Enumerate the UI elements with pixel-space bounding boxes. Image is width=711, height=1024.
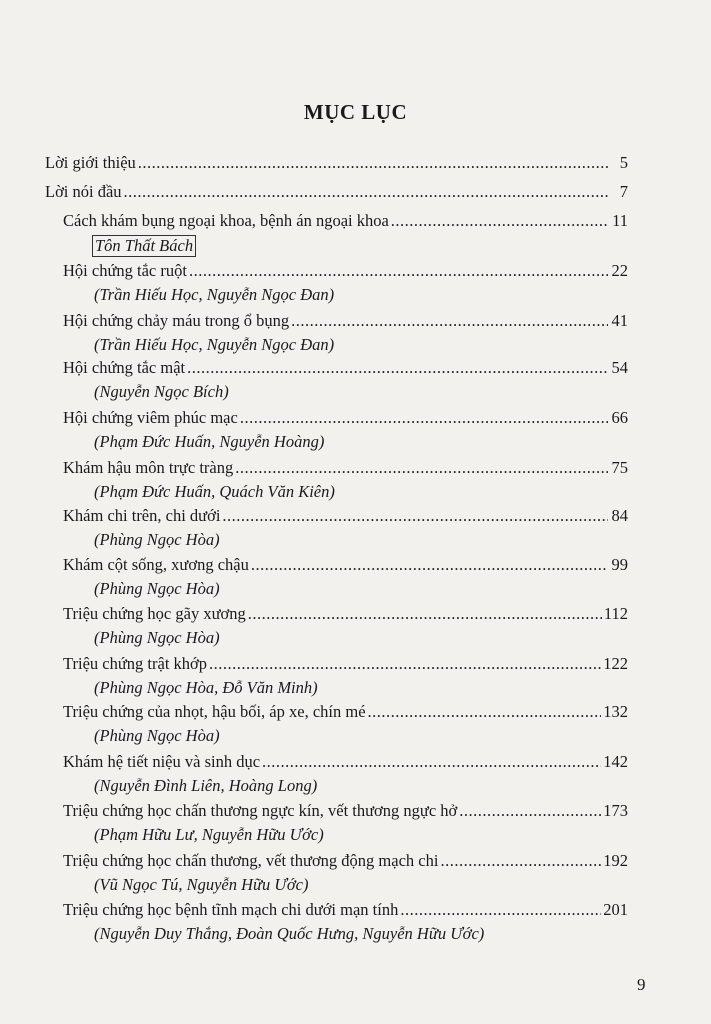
toc-entry-author: (Nguyễn Duy Thắng, Đoàn Quốc Hưng, Nguyễn Hữu Ước)	[94, 924, 485, 943]
toc-entry[interactable]	[63, 801, 628, 845]
dot-leader	[124, 182, 608, 202]
dot-leader	[240, 408, 608, 428]
page-number: 9	[637, 975, 646, 994]
toc-entry-page: 54	[611, 358, 628, 377]
toc-entry-author: (Trần Hiếu Học, Nguyễn Ngọc Đan)	[94, 335, 335, 354]
toc-entry-page: 201	[603, 900, 628, 919]
toc-entry-title: Khám chi trên, chi dưới	[63, 506, 221, 525]
dot-leader	[222, 506, 608, 526]
toc-entry-row	[63, 702, 628, 722]
toc-entry-title: Triệu chứng học chấn thương ngực kín, vết thương ngực hở	[63, 801, 458, 820]
toc-entry-title: Hội chứng tắc mật	[63, 358, 186, 377]
toc-entry[interactable]	[63, 358, 628, 402]
dot-leader	[235, 458, 608, 478]
dot-leader	[187, 358, 608, 378]
dot-leader	[262, 752, 601, 772]
toc-entry-author: (Phạm Đức Huấn, Nguyễn Hoàng)	[94, 432, 325, 451]
toc-entry-row	[63, 506, 628, 526]
toc-entry-row	[63, 211, 628, 231]
dot-leader	[400, 900, 601, 920]
toc-entry[interactable]	[63, 900, 628, 944]
toc-entry-title: Cách khám bụng ngoại khoa, bệnh án ngoại khoa	[63, 211, 389, 230]
dot-leader	[248, 604, 602, 624]
toc-entry-title: Triệu chứng học chấn thương, vết thương động mạch chi	[63, 851, 439, 870]
toc-entry[interactable]	[45, 182, 628, 202]
toc-entry-title: Lời nói đầu	[45, 182, 122, 201]
toc-entry-title: Khám hệ tiết niệu và sinh dục	[63, 752, 261, 771]
toc-entry-title: Hội chứng tắc ruột	[63, 261, 187, 280]
toc-entry-author: (Nguyễn Ngọc Bích)	[94, 382, 229, 401]
toc-entry-page: 142	[603, 752, 628, 771]
toc-entry-row	[45, 153, 628, 173]
dot-leader	[368, 702, 602, 722]
toc-entry-row	[63, 752, 628, 772]
toc-entry[interactable]	[63, 311, 628, 355]
toc-entry-page: 112	[603, 604, 628, 623]
dot-leader	[209, 654, 601, 674]
page-title: MỤC LỤC	[303, 100, 408, 124]
toc-entry-author: (Vũ Ngọc Tú, Nguyễn Hữu Ước)	[94, 875, 309, 894]
toc-entry-author: (Phùng Ngọc Hòa)	[94, 530, 220, 549]
toc-entry-row	[45, 182, 628, 202]
dot-leader	[291, 311, 608, 331]
toc-entry-title: Lời giới thiệu	[45, 153, 136, 172]
dot-leader	[251, 555, 608, 575]
toc-entry-page: 7	[619, 182, 628, 201]
toc-entry-author: (Trần Hiếu Học, Nguyễn Ngọc Đan)	[94, 285, 335, 304]
toc-entry[interactable]	[63, 555, 628, 599]
toc-entry[interactable]	[45, 153, 628, 173]
toc-entry-page: 122	[603, 654, 628, 673]
toc-entry[interactable]	[63, 702, 628, 746]
toc-entry-row	[63, 261, 628, 281]
toc-entry-author: (Phùng Ngọc Hòa, Đỗ Văn Minh)	[94, 678, 318, 697]
toc-entry-author: (Phùng Ngọc Hòa)	[94, 579, 220, 598]
toc-entry-page: 99	[611, 555, 628, 574]
toc-entry[interactable]	[63, 506, 628, 550]
toc-entry-page: 84	[611, 506, 628, 525]
toc-entry-title: Triệu chứng của nhọt, hậu bối, áp xe, chín mé	[63, 702, 366, 721]
toc-entry-author: (Phùng Ngọc Hòa)	[94, 726, 220, 745]
toc-entry-author: (Phạm Đức Huấn, Quách Văn Kiên)	[94, 482, 335, 501]
toc-entry-page: 75	[611, 458, 628, 477]
toc-entry-row	[63, 900, 628, 920]
toc-entry-row	[63, 358, 628, 378]
toc-entry-page: 132	[603, 702, 628, 721]
toc-entry-row	[63, 408, 628, 428]
toc-entry[interactable]	[63, 458, 628, 502]
toc-entry-page: 66	[611, 408, 628, 427]
toc-entry-page: 22	[611, 261, 628, 280]
dot-leader	[391, 211, 608, 231]
toc-entry-title: Khám hậu môn trực tràng	[63, 458, 234, 477]
toc-entry-row	[63, 311, 628, 331]
toc-entry-author: (Phùng Ngọc Hòa)	[94, 628, 220, 647]
toc-entry-page: 11	[612, 211, 628, 230]
toc-entry-title: Triệu chứng học bệnh tĩnh mạch chi dưới mạn tính	[63, 900, 399, 919]
toc-entry-title: Hội chứng chảy máu trong ổ bụng	[63, 311, 290, 330]
dot-leader	[138, 153, 608, 173]
toc-entry-author: (Nguyễn Đình Liên, Hoàng Long)	[94, 776, 318, 795]
toc-entry[interactable]	[63, 752, 628, 796]
toc-entry-author: (Phạm Hữu Lư, Nguyễn Hữu Ước)	[94, 825, 324, 844]
toc-entry-author: Tôn Thất Bách	[92, 235, 196, 257]
toc-entry-row	[63, 654, 628, 674]
toc-entry-row	[63, 851, 628, 871]
toc-entry-page: 192	[603, 851, 628, 870]
toc-entry-row	[63, 604, 628, 624]
toc-entry-page: 173	[603, 801, 628, 820]
toc-entry[interactable]	[63, 851, 628, 895]
dot-leader	[440, 851, 601, 871]
toc-entry-page: 5	[619, 153, 628, 172]
toc-entry[interactable]	[63, 654, 628, 698]
toc-entry[interactable]	[63, 211, 628, 257]
toc-entry-title: Khám cột sống, xương chậu	[63, 555, 249, 574]
toc-entry-title: Hội chứng viêm phúc mạc	[63, 408, 238, 427]
toc-entry-row	[63, 458, 628, 478]
dot-leader	[459, 801, 601, 821]
toc-entry-row	[63, 801, 628, 821]
toc-entry-page: 41	[611, 311, 628, 330]
dot-leader	[189, 261, 608, 281]
toc-entry[interactable]	[63, 261, 628, 305]
toc-entry[interactable]	[63, 408, 628, 452]
toc-entry-row	[63, 555, 628, 575]
toc-entry-title: Triệu chứng học gãy xương	[63, 604, 246, 623]
toc-entry-title: Triệu chứng trật khớp	[63, 654, 208, 673]
toc-entry[interactable]	[63, 604, 628, 648]
